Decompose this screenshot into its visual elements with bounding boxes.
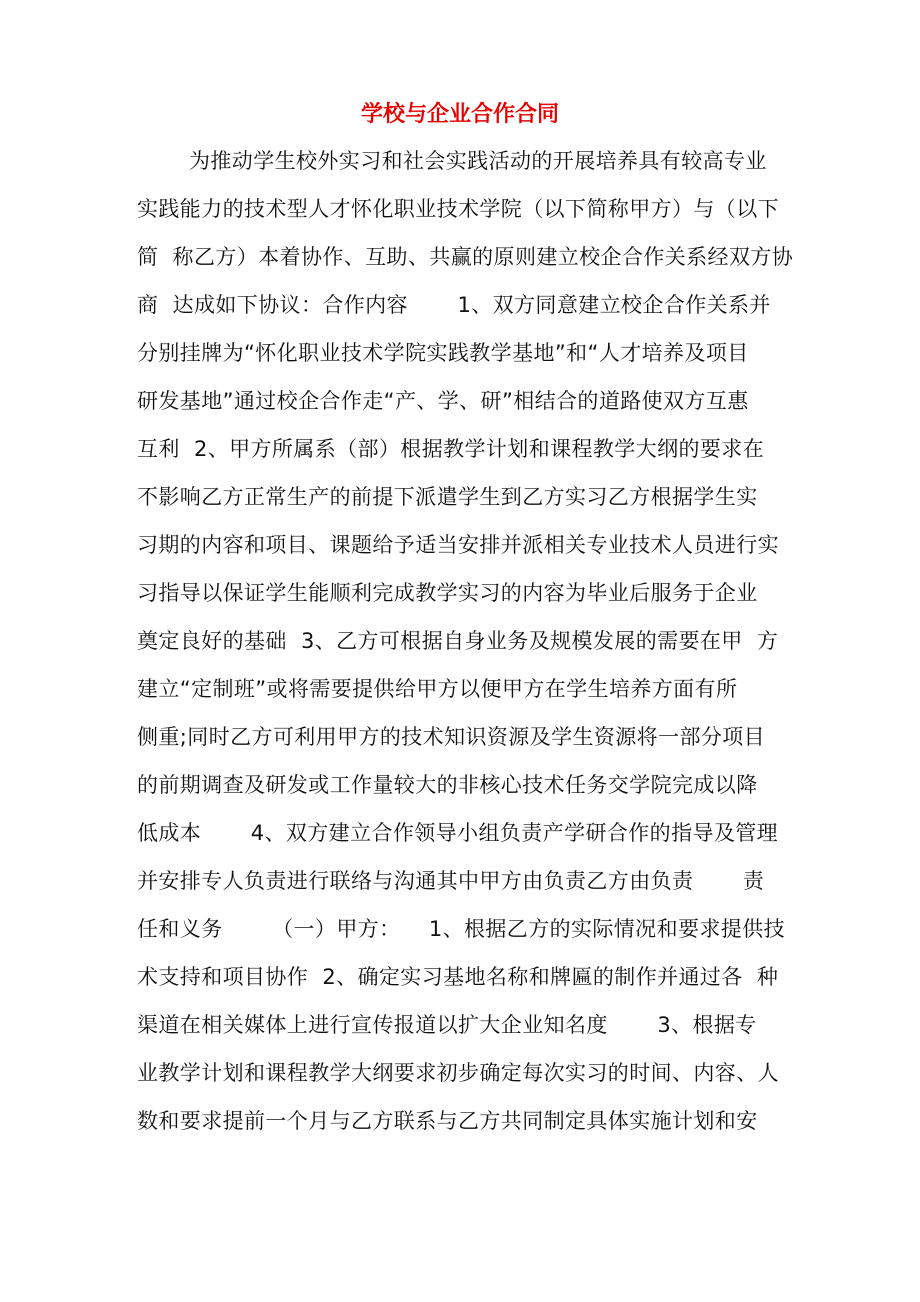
body-line: 侧重;同时乙方可利用甲方的技术知识资源及学生资源将一部分项目 [137, 725, 766, 749]
body-line: 渠道在相关媒体上进行宣传报道以扩大企业知名度 3、根据专 [137, 1013, 757, 1037]
body-line: 研发基地”通过校企合作走“产、学、研”相结合的道路使双方互惠 [137, 389, 749, 413]
body-line: 商 达成如下协议：合作内容 1、双方同意建立校企合作关系并 [137, 293, 771, 317]
body-line: 任和义务 （一）甲方： 1、根据乙方的实际情况和要求提供技 [137, 917, 785, 941]
body-line: 低成本 4、双方建立合作领导小组负责产学研合作的指导及管理 [137, 821, 779, 845]
body-line: 分别挂牌为“怀化职业技术学院实践教学基地”和“人才培养及项目 [137, 341, 749, 365]
body-line: 习指导以保证学生能顺利完成教学实习的内容为毕业后服务于企业 [137, 581, 758, 605]
body-line: 为推动学生校外实习和社会实践活动的开展培养具有较高专业 [189, 149, 767, 173]
body-line: 不影响乙方正常生产的前提下派遣学生到乙方实习乙方根据学生实 [137, 485, 758, 509]
body-line: 并安排专人负责进行联络与沟通其中甲方由负责乙方由负责 责 [137, 869, 765, 893]
body-line: 实践能力的技术型人才怀化职业技术学院（以下简称甲方）与（以下 [137, 197, 779, 221]
document-title: 学校与企业合作合同 [360, 102, 559, 127]
body-line: 建立“定制班”或将需要提供给甲方以便甲方在学生培养方面有所 [137, 677, 738, 701]
body-line: 业教学计划和课程教学大纲要求初步确定每次实习的时间、内容、人 [137, 1061, 779, 1085]
body-line: 互利 2、甲方所属系（部）根据教学计划和课程教学大纲的要求在 [137, 437, 765, 461]
body-line: 数和要求提前一个月与乙方联系与乙方共同制定具体实施计划和安 [137, 1109, 758, 1133]
body-line: 习期的内容和项目、课题给予适当安排并派相关专业技术人员进行实 [137, 533, 779, 557]
body-line: 简 称乙方）本着协作、互助、共赢的原则建立校企合作关系经双方协 [137, 245, 794, 269]
body-line: 的前期调查及研发或工作量较大的非核心技术任务交学院完成以降 [137, 773, 758, 797]
body-line: 奠定良好的基础 3、乙方可根据自身业务及规模发展的需要在甲 方 [137, 629, 779, 653]
body-line: 术支持和项目协作 2、确定实习基地名称和牌匾的制作并通过各 种 [137, 965, 779, 989]
